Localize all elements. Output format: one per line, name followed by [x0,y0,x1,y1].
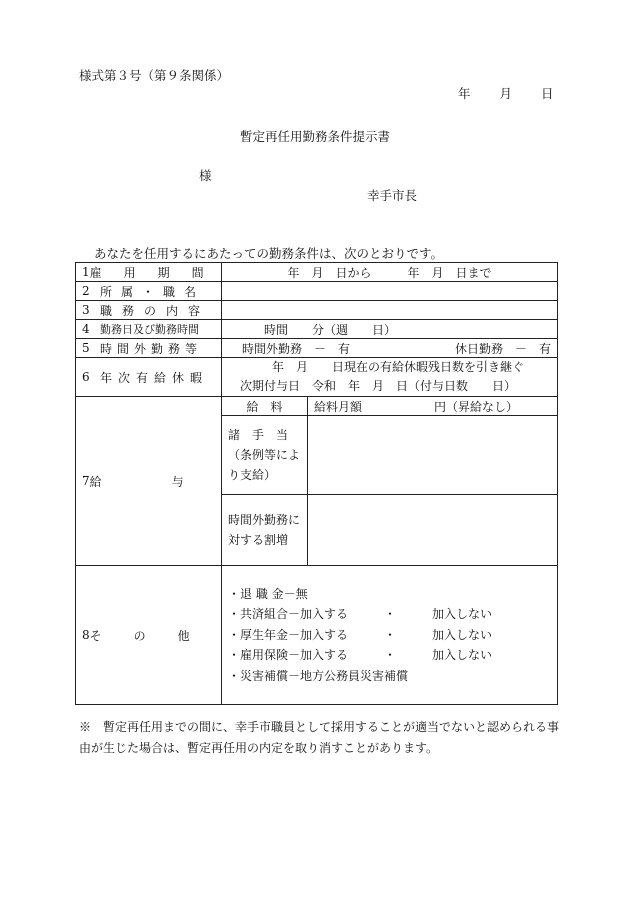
row-employment-period: 1 雇用期間 年 月 日から 年 月 日まで [76,263,558,282]
value-paid-leave-carryover: 年 月 日現在の有給休暇残日数を引き継ぐ [272,360,525,374]
other-item-retirement: ・退 職 金－無 [228,586,308,601]
date-line [458,84,554,102]
row-other: 8 その他 ・退 職 金－無 ・共済組合－加入する ・ 加入しない ・厚生年金－加入する ・ 加入しない ・雇用保険－加入する ・ 加入しない ・災害補償－地方公務員災害補償 [76,566,558,705]
value-overtime-premium [308,495,558,566]
terms-table [75,262,558,705]
value-employment-period: 年 月 日から 年 月 日まで [222,263,558,282]
label-other: その他 [89,628,222,643]
row-paid-leave: 6 年次有給休暇 年 月 日現在の有給休暇残日数を引き継ぐ 次期付与日 令和 年 月 日（付与日数 日） [76,358,558,397]
issuer: 幸手市長 [367,188,418,203]
other-item-pension: ・厚生年金－加入する ・ 加入しない [228,627,493,642]
value-department [222,282,558,301]
value-duties [222,301,558,320]
value-salary: 給料月額 円（昇給なし） [308,397,558,416]
label-pay: 給与 [89,474,254,489]
row-working-hours: 4 勤務日及び勤務時間 時間 分（週 日） [76,320,558,339]
label-duties: 職務の内容 [100,303,211,318]
other-item-employment-insurance: ・雇用保険－加入する ・ 加入しない [228,648,493,663]
date-month: 月 [499,86,513,101]
form-number: 様式第３号（第９条関係） [79,68,230,83]
addressee-suffix: 様 [199,168,212,183]
label-allowances: 諸 手 当（条例等により支給） [222,416,308,495]
label-paid-leave: 年次有給休暇 [100,370,209,385]
label-overtime: 時間外勤務等 [100,341,203,356]
value-overtime: 時間外勤務 － 有 [242,341,351,356]
row-overtime: 5 時間外勤務等 時間外勤務 － 有 休日勤務 － 有 [76,339,558,358]
footnote: ※ 暫定再任用までの間に、幸手市職員として採用することが適当でないと認められる事由が生じた場合は、暫定再任用の内定を取り消すことがあります。 [79,720,560,755]
row-duties: 3 職務の内容 [76,301,558,320]
date-year: 年 [458,86,471,101]
row-salary: 7 給与 給 料 給料月額 円（昇給なし） [76,397,558,416]
label-employment-period: 雇用期間 [89,265,226,280]
row-department: 2 所属・職名 [76,282,558,301]
intro-text: あなたを任用するにあたっての勤務条件は、次のとおりです。 [94,246,444,261]
other-list [222,566,558,705]
value-working-hours: 時間 分（週 日） [222,320,558,339]
date-day: 日 [541,86,554,101]
label-overtime-premium: 時間外勤務に対する割増 [222,495,308,566]
value-holiday-work: 休日勤務 － 有 [454,341,551,356]
label-salary: 給 料 [222,397,308,416]
other-item-accident-compensation: ・災害補償－地方公務員災害補償 [228,668,409,683]
label-working-hours: 勤務日及び勤務時間 [100,323,199,336]
value-allowances [308,416,558,495]
value-paid-leave-next-grant: 次期付与日 令和 年 月 日（付与日数 日） [240,379,517,393]
document-title: 暫定再任用勤務条件提示書 [239,129,390,144]
label-department: 所属・職名 [100,284,206,299]
other-item-mutual-aid: ・共済組合－加入する ・ 加入しない [228,607,493,622]
